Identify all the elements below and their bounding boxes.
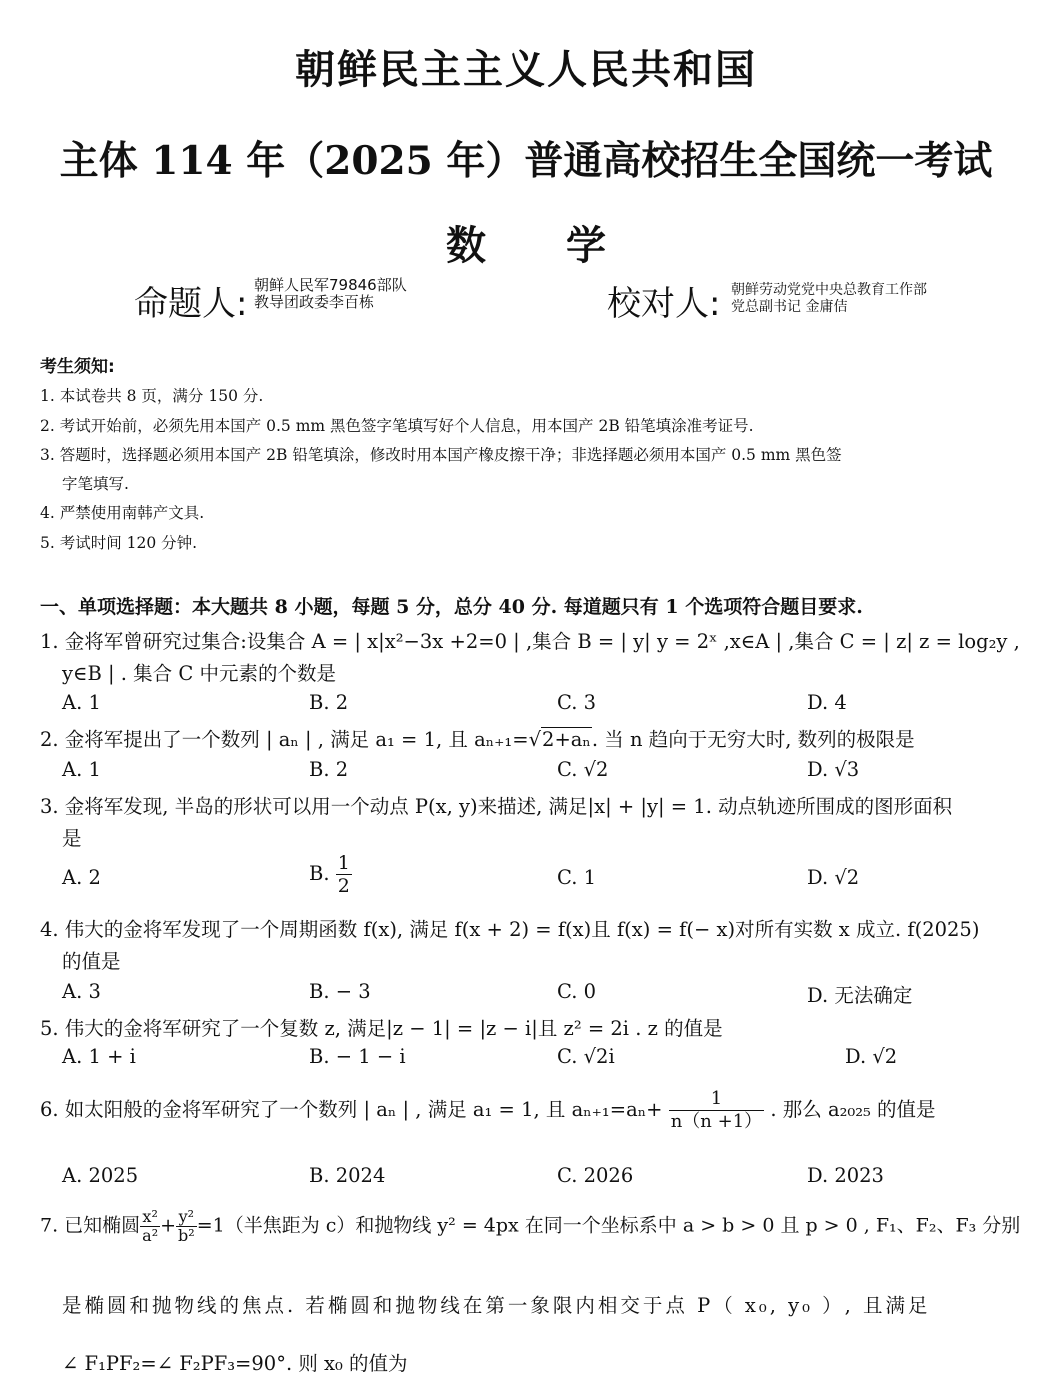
- question-3-stem: 3. 金将军发现, 半岛的形状可以用一个动点 P(x, y)来描述, 满足|x| + |y| = 1. 动点轨迹所围成的图形面积: [40, 795, 953, 818]
- proofreader-label: 校对人:: [607, 284, 721, 324]
- question-1-option-d: D. 4: [807, 691, 847, 714]
- subject-title: 数学: [446, 222, 686, 269]
- question-3-stem-cont: 是: [62, 827, 82, 850]
- question-5-option-c: C. √2i: [557, 1045, 615, 1068]
- question-2-option-b: B. 2: [309, 758, 349, 781]
- notice-item: 字笔填写.: [62, 475, 129, 493]
- notice-item: 4. 严禁使用南韩产文具.: [40, 504, 205, 522]
- question-3-option-c: C. 1: [557, 866, 597, 889]
- question-5-stem: 5. 伟大的金将军研究了一个复数 z, 满足|z − 1| = |z − i|且 z² = 2i . z 的值是: [40, 1017, 723, 1040]
- sqrt-sign: √: [528, 728, 542, 751]
- question-6-option-b: B. 2024: [309, 1164, 386, 1187]
- question-4-option-b: B. − 3: [309, 980, 371, 1003]
- exam-country-title: 朝鲜民主主义人民共和国: [295, 46, 757, 93]
- question-5-option-a: A. 1 + i: [62, 1045, 136, 1068]
- section-heading: 一、单项选择题：本大题共 8 小题，每题 5 分，总分 40 分. 每道题只有 1 个选项符合题目要求.: [40, 596, 863, 618]
- author-label: 命题人:: [134, 284, 248, 324]
- question-2-option-d: D. √3: [807, 758, 860, 781]
- question-7-stem: 7. 已知椭圆 $\frac{\text{x²}}{\text{a²}}$ + $\frac{\text{y²}}{\text{b²}}$ =1（半焦距为 c）和抛物线 y² = 4px 在同一个坐标系中 a > b > 0 且 p > 0 , F₁、F₂、F₃ 分别: [40, 1207, 1021, 1245]
- question-1-option-b: B. 2: [309, 691, 349, 714]
- author-name: 朝鲜人民军79846部队 教导团政委李百栋: [254, 276, 407, 311]
- notice-item: 1. 本试卷共 8 页，满分 150 分.: [40, 387, 264, 405]
- question-3-option-d: D. √2: [807, 866, 860, 889]
- question-4-stem-cont: 的值是: [62, 950, 121, 973]
- question-3-option-a: A. 2: [62, 866, 101, 889]
- question-5-option-d: D. √2: [845, 1045, 898, 1068]
- question-2-stem: 2. 金将军提出了一个数列 | aₙ | , 满足 a₁ = 1, 且 aₙ₊₁=√2+aₙ. 当 n 趋向于无穷大时, 数列的极限是: [40, 728, 915, 751]
- question-4-stem: 4. 伟大的金将军发现了一个周期函数 f(x), 满足 f(x + 2) = f(x)且 f(x) = f(− x)对所有实数 x 成立. f(2025): [40, 918, 980, 941]
- question-3-option-b: B. $\frac{1}{2}$: [309, 852, 350, 897]
- question-4-option-c: C. 0: [557, 980, 597, 1003]
- question-2-option-a: A. 1: [62, 758, 101, 781]
- question-6-option-d: D. 2023: [807, 1164, 884, 1187]
- fraction: $\frac{\text{y²}}{\text{b²}}$: [178, 1207, 195, 1245]
- notice-heading: 考生须知:: [40, 357, 115, 377]
- question-4-option-a: A. 3: [62, 980, 101, 1003]
- fraction: $\frac{1}{2}$: [337, 852, 350, 897]
- fraction: $\frac{\text{x²}}{\text{a²}}$: [142, 1207, 159, 1245]
- question-7-stem-cont: 是椭圆和抛物线的焦点. 若椭圆和抛物线在第一象限内相交于点 P（ x₀, y₀ ）, 且满足: [62, 1294, 931, 1317]
- question-2-option-c: C. √2: [557, 758, 609, 781]
- question-5-option-b: B. − 1 − i: [309, 1045, 406, 1068]
- question-1-option-a: A. 1: [62, 691, 101, 714]
- question-4-option-d: D. 无法确定: [807, 984, 913, 1007]
- question-1-option-c: C. 3: [557, 691, 597, 714]
- notice-item: 2. 考试开始前，必须先用本国产 0.5 mm 黑色签字笔填写好个人信息，用本国产 2B 铅笔填涂准考证号.: [40, 417, 754, 435]
- question-1-stem-cont: y∈B | . 集合 C 中元素的个数是: [62, 662, 336, 685]
- question-1-stem: 1. 金将军曾研究过集合:设集合 A = | x|x²−3x +2=0 | ,集合 B = | y| y = 2ˣ ,x∈A | ,集合 C = | z| z = log₂y ,: [40, 630, 1020, 653]
- question-6-stem: 6. 如太阳般的金将军研究了一个数列 | aₙ | , 满足 a₁ = 1, 且 aₙ₊₁=aₙ+ $\frac{1}{n(n +1)}$ . 那么 a₂₀₂₅ 的值是: [40, 1088, 936, 1132]
- notice-item: 5. 考试时间 120 分钟.: [40, 534, 198, 552]
- question-6-option-a: A. 2025: [62, 1164, 139, 1187]
- notice-item: 3. 答题时，选择题必须用本国产 2B 铅笔填涂，修改时用本国产橡皮擦干净；非选择题必须用本国产 0.5 mm 黑色签: [40, 446, 842, 464]
- question-6-option-c: C. 2026: [557, 1164, 634, 1187]
- sqrt-radicand: 2+aₙ: [542, 728, 591, 751]
- exam-title: 主体 114 年（2025 年）普通高校招生全国统一考试: [59, 138, 993, 184]
- question-7-stem-cont: ∠ F₁PF₂=∠ F₂PF₃=90°. 则 x₀ 的值为: [62, 1352, 408, 1375]
- proofreader-name: 朝鲜劳动党党中央总教育工作部 党总副书记 金庸佶: [731, 282, 927, 315]
- fraction: $\frac{1}{n(n +1)}$: [670, 1088, 763, 1132]
